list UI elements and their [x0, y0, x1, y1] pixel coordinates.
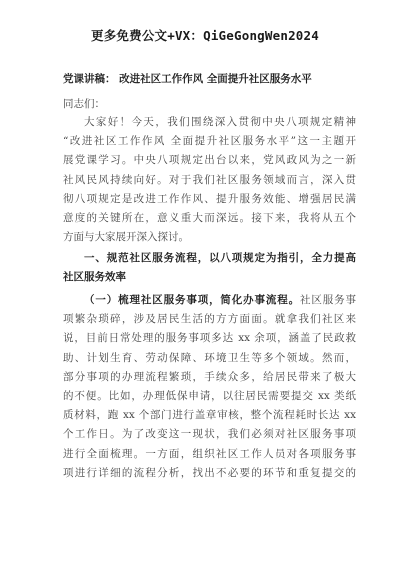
header-banner: 更多免费公文+VX：QiGeGongWen2024: [91, 28, 319, 43]
paragraph-line: 意度的关键所在，意义重大而深远。接下来，我将从五个: [63, 211, 356, 224]
intro-paragraph: [63, 113, 356, 247]
paragraph-line: 个工作日。为了改变这一现状，我们必须对社区服务事项: [63, 428, 356, 441]
paragraph-line: 方面与大家展开深入探讨。: [63, 231, 189, 244]
paragraph-line: 说，目前日常处理的服务事项多达 xx 余项，涵盖了民政救: [63, 332, 356, 345]
paragraph-line: 彻八项规定是改进工作作风、提升服务效能、增强居民满: [63, 192, 356, 205]
paragraph-line: 部分事项的办理流程繁琐，手续众多，给居民带来了极大: [63, 370, 356, 383]
paragraph-line: 进行全面梳理。一方面，组织社区工作人员对各项服务事: [63, 447, 356, 460]
salutation: 同志们：: [63, 98, 105, 110]
paragraph-text: 社区服务事: [300, 294, 357, 306]
paragraph-line: “改进社区工作作风 全面提升社区服务水平”这一主题开: [63, 135, 356, 148]
paragraph-line: 社风民风持续向好。对于我们社区服务领域而言，深入贯: [63, 173, 356, 186]
paragraph-line: 大家好！今天，我们围绕深入贯彻中央八项规定精神: [84, 116, 356, 128]
paragraph-line: 质材料，跑 xx 个部门进行盖章审核，整个流程耗时长达 xx: [63, 409, 356, 422]
paragraph-line: 展党课学习。中央八项规定出台以来，党风政风为之一新: [63, 154, 356, 167]
subsection-heading: （一）梳理社区服务事项，简化办事流程。: [84, 294, 301, 306]
section-heading: [63, 249, 356, 287]
section-heading-line: 社区服务效率: [63, 271, 126, 284]
subsection-paragraph: [63, 291, 356, 483]
paragraph-line: 助、计划生育、劳动保障、环境卫生等多个领域。然而，: [63, 351, 356, 364]
paragraph-line: 项繁杂琐碎，涉及居民生活的方方面面。就拿我们社区来: [63, 313, 356, 326]
paragraph-line: 项进行详细的流程分析，找出不必要的环节和重复提交的: [63, 466, 356, 479]
paragraph-line: [63, 291, 356, 310]
section-heading-line: 一、规范社区服务流程，以八项规定为指引，全力提高: [84, 252, 356, 264]
document-title: 党课讲稿： 改进社区工作作风 全面提升社区服务水平: [63, 73, 312, 85]
paragraph-line: 的不便。比如，办理低保申请，以往居民需要提交 xx 类纸: [63, 389, 356, 402]
